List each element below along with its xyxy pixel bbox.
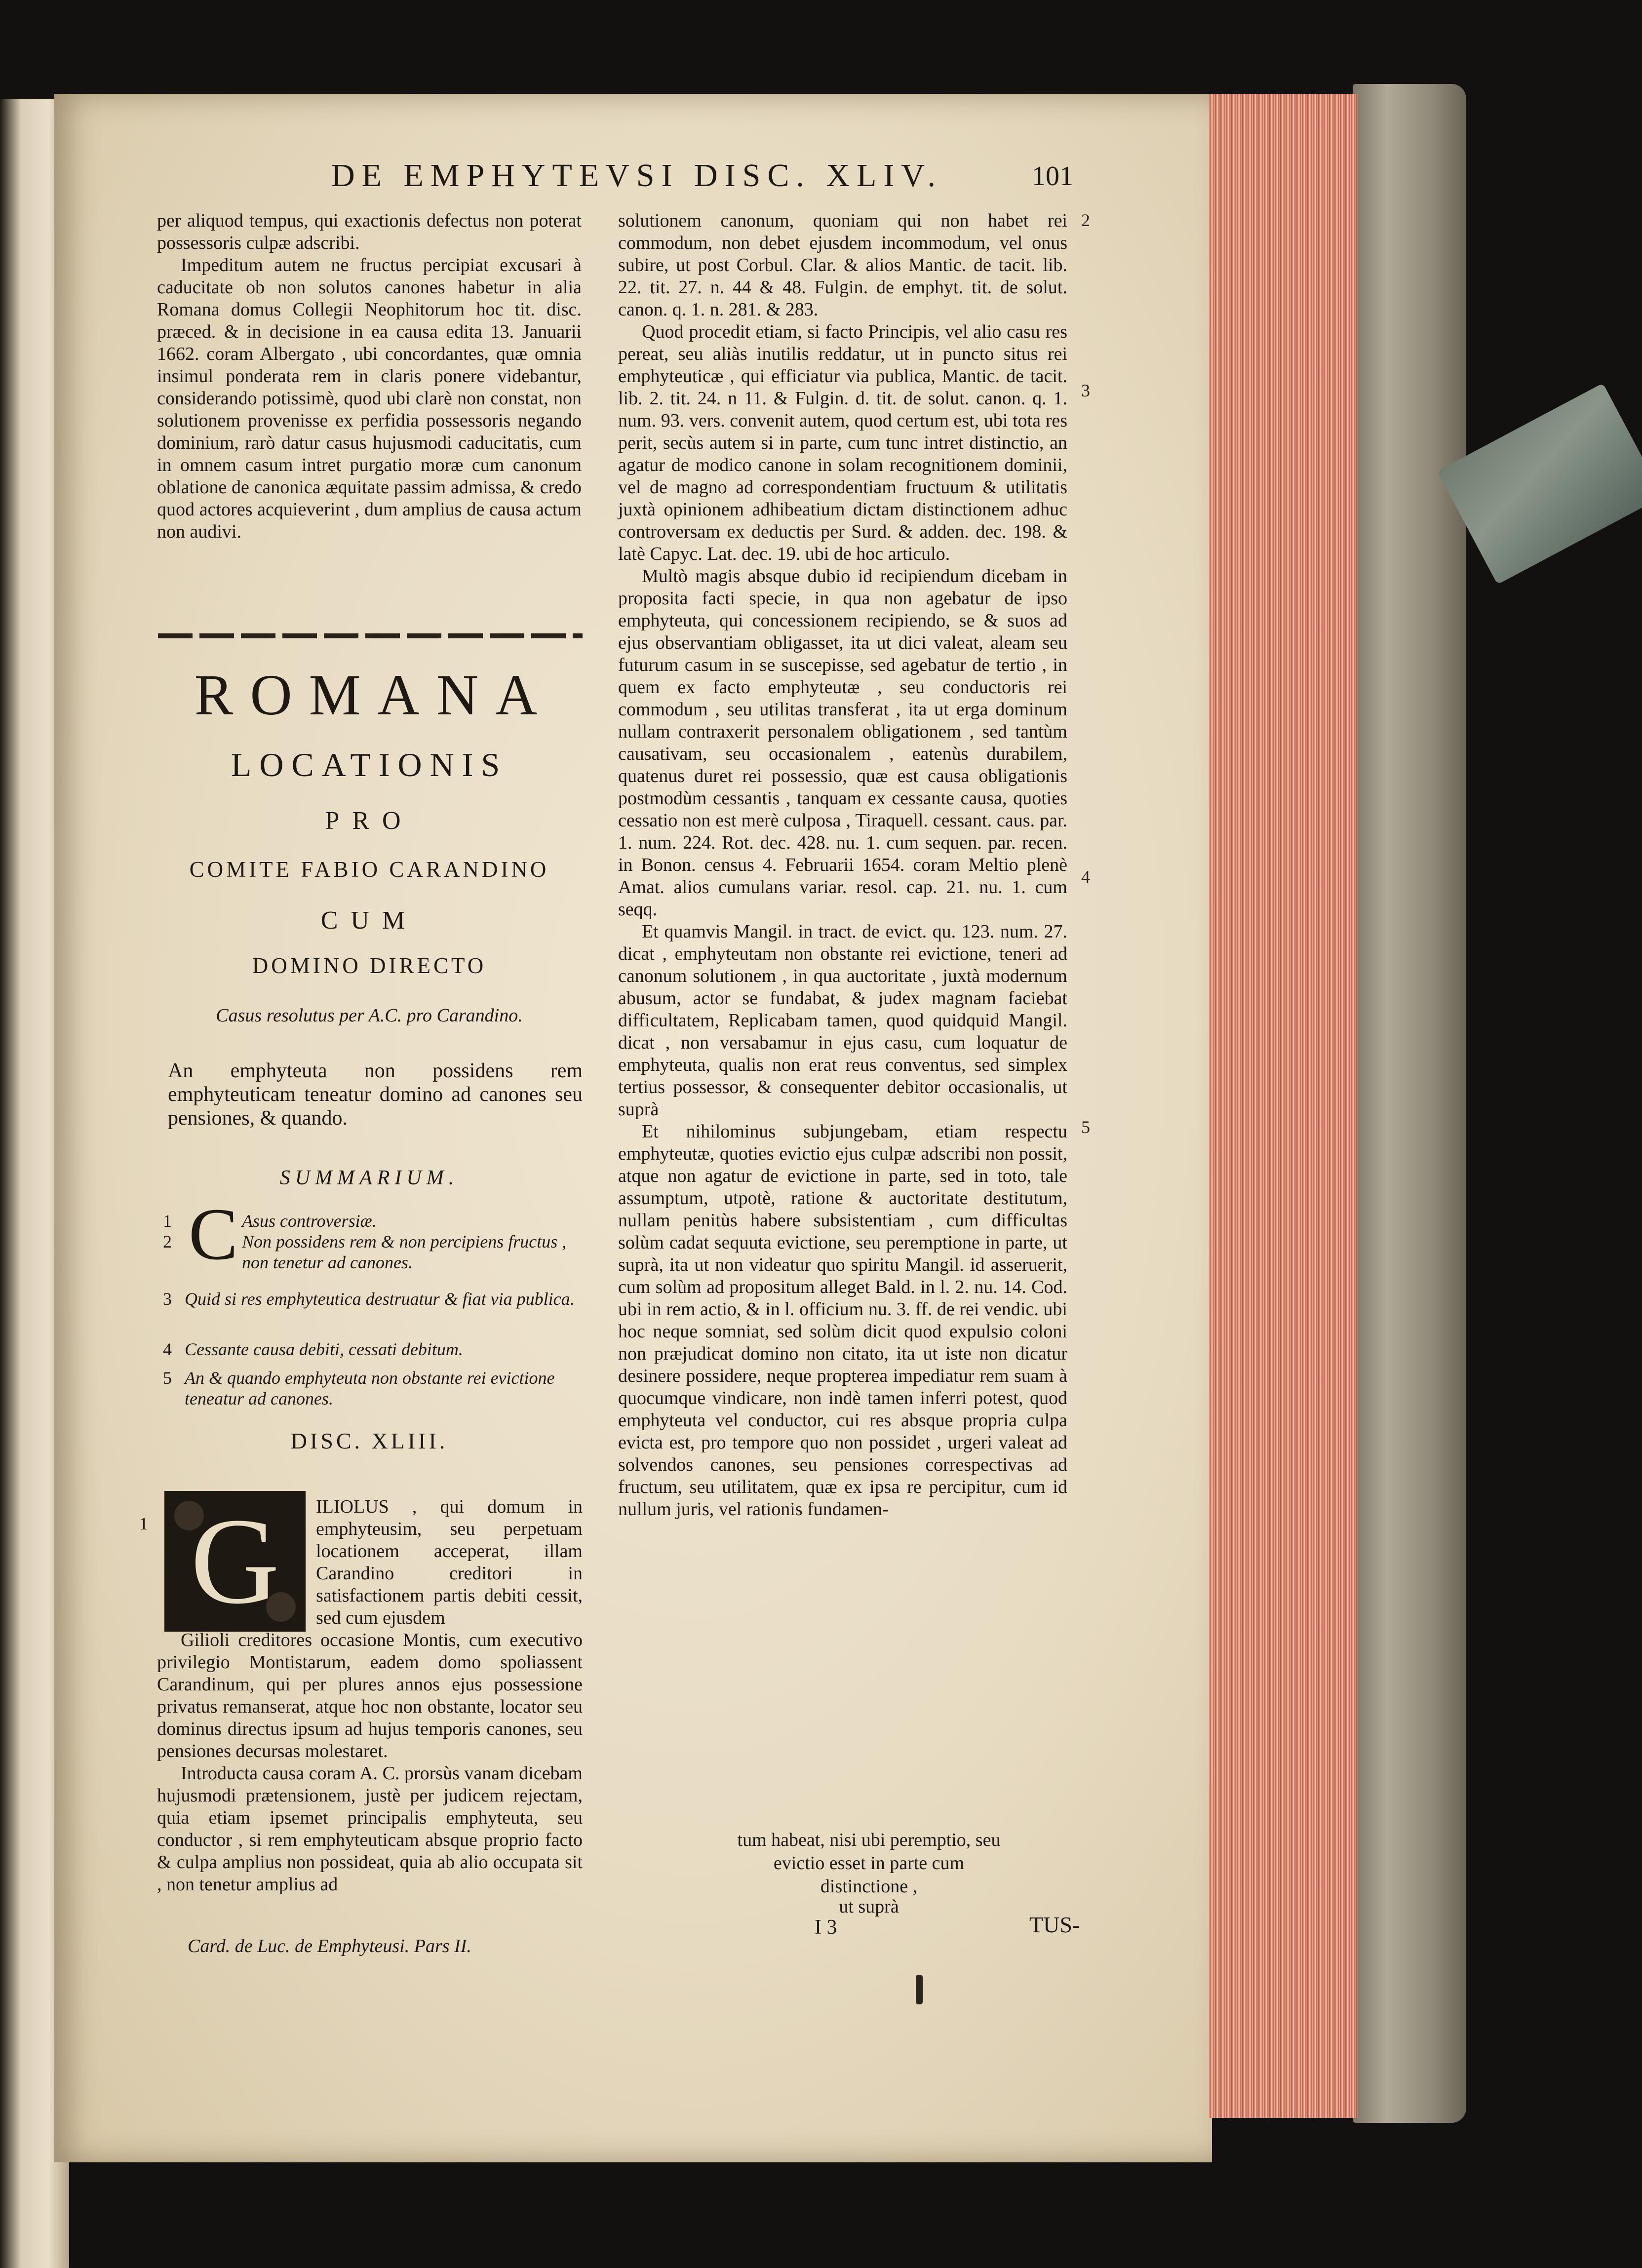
closing-line: evictio esset in parte cum: [773, 1853, 965, 1874]
margin-number: 2: [1081, 210, 1090, 230]
summary-number: 3: [163, 1289, 172, 1309]
left-paragraph-1: per aliquod tempus, qui exactionis defectus non poterat possessoris culpæ adscribi.: [157, 210, 582, 253]
title-pro: PRO: [325, 807, 414, 835]
disc-opening: ILIOLUS , qui domum in emphyteusim, seu perpetuam locationem acceperat, illam Carandino creditori in satisfactionem partis debiti cessit, sed cum ejusdem: [316, 1496, 583, 1628]
decorated-initial: [164, 1491, 306, 1632]
summary-number: 1: [163, 1211, 172, 1231]
summary-text: An & quando emphyteuta non obstante rei evictione teneatur ad canones.: [185, 1368, 555, 1408]
margin-number: 5: [1081, 1117, 1090, 1137]
running-title: DE EMPHYTEVSI DISC. XLIV.: [331, 157, 942, 194]
disc-heading: DISC. XLIII.: [290, 1428, 448, 1453]
question: An emphyteuta non possidens rem emphyteuticam teneatur domino ad canones seu pensiones, & quando.: [168, 1059, 583, 1130]
right-paragraph-2: Quod procedit etiam, si facto Principis, vel alio casu res pereat, seu aliàs inutilis reddatur, ut in puncto situs rei emphyteuticæ , qui efficiatur via publica, Mantic. de tacit. lib. 2. tit. 24. n 11. & Fulgin. d. tit. de solut. canon. q. 1. num. 93. vers. convenit autem, quod certum est, ubi tota res perit, secùs autem si in parte, cum tunc intret distinctio, an agatur de modico canone in solam recognitionem dominii, vel de magno ad correspondentiam fructuum & utilitatis juxtà opinionem adhibeatium dictam distinctionem adhuc controversam ex deductis per Surd. & adden. dec. 198. & latè Capyc. Lat. dec. 19. ubi de hoc articulo.: [618, 321, 1067, 564]
title-comite: COMITE FABIO CARANDINO: [189, 857, 549, 882]
left-paragraph-2: Impeditum autem ne fructus percipiat excusari à caducitate ob non solutos canones habetur in alia Romana domus Collegii Neophitorum hoc tit. disc. præced. & in decisione in ea causa edita 13. Januarii 1662. coram Albergato , ubi concordantes, quæ omnia insimul ponderata rem in claris ponere videbantur, considerando potissimè, quod ubi clarè non constat, non solutionem provenisse ex perfidia possessoris negando dominium, rarò datur casus hujusmodi caducitatis, cum in omnem casum intret purgatio moræ cum canonum oblatione de canonica æquitate passim admissa, & credo quod actores acquieverint , dum amplius de causa actum non audivi.: [157, 255, 582, 542]
closing-line: distinctione ,: [820, 1876, 918, 1897]
catchword: TUS-: [1029, 1912, 1080, 1937]
title-romana: ROMANA: [194, 663, 554, 727]
signature-line: Card. de Luc. de Emphyteusi. Pars II.: [188, 1936, 471, 1956]
disc-continuation: Gilioli creditores occasione Montis, cum executivo privilegio Montistarum, eadem domo spoliassent Carandinum, qui per plures annos ejus possessione privatus remanserat, atque hoc non obstante, locator seu dominus directus ipsum ad hujus temporis canones, seu pensiones decursas molestaret.: [157, 1630, 583, 1761]
disc-paragraph-2: Introducta causa coram A. C. prorsùs vanam dicebam hujusmodi prætensionem, justè per judicem rejectam, quia etiam ipsemet principalis emphyteuta, seu conductor , si rem emphyteuticam absque proprio facto & culpa amplius non possideat, quia ab alio occupata sit , non tenetur amplius ad: [157, 1763, 583, 1895]
closing-line: ut suprà: [839, 1896, 899, 1917]
summary-text: Cessante causa debiti, cessati debitum.: [185, 1339, 463, 1359]
summarium-heading: SUMMARIUM.: [279, 1167, 459, 1189]
summarium-initial: C: [189, 1193, 238, 1275]
initial-letter: G: [190, 1493, 280, 1630]
summary-text: Quid si res emphyteutica destruatur & fiat via publica.: [185, 1289, 575, 1309]
disc-body: [157, 1629, 583, 1896]
right-paragraph-4: Et quamvis Mangil. in tract. de evict. qu. 123. num. 27. dicat , emphyteutam non obstante rei evictione, teneri ad canonum solutionem , in qua auctoritate , juxtà modernum abusum, actor se fundabat, & judex magnam faciebat difficultatem, Replicabam tamen, quod quidquid Mangil. dicat , non versabamur in ejus casu, cum loquatur de emphyteuta, qualis non erat reus conventus, sed simplex tertius possessor, & consequenter debitor occasionalis, ut suprà: [618, 921, 1067, 1120]
summary-number: 5: [163, 1368, 172, 1388]
folio-number: 101: [1032, 161, 1073, 192]
summary-number: 2: [163, 1232, 172, 1251]
section-separator: [158, 633, 583, 638]
right-paragraph-1: solutionem canonum, quoniam qui non habet rei commodum, non debet ejusdem incommodum, vel onus subire, ut post Corbul. Clar. & alios Mantic. de tacit. lib. 22. tit. 27. n. 44 & 48. Fulgin. de emphyt. tit. de solut. canon. q. 1. n. 281. & 283.: [618, 210, 1067, 320]
title-locationis: LOCATIONIS: [231, 746, 508, 783]
right-paragraph-3: Multò magis absque dubio id recipiendum dicebam in proposita facti specie, in qua non agebatur de ipso emphyteuta, qui concessionem recipiendo, se & suos ad ejus observantiam obligasset, ita ut dici valeat, aleam seu futurum casum in se suscepisse, sed agebatur de tertio , in quem ex facto emphyteutæ , seu conductoris rei commodum , seu utilitas transferat , ita ut erga dominum nullam contraxerit personalem obligationem , sed tantùm causativam, seu occasionalem , eatenùs durabilem, quatenus duret rei possessio, quæ est causa obligationis postmodùm cessantis , tanquam ex cessante causa, quoties cessatio non est merè culposa , Tiraquell. cessant. caus. par. 1. num. 224. Rot. dec. 428. nu. 1. cum sequen. par. recen. in Bonon. census 4. Februarii 1654. coram Meltio plenè Amat. alios cumulans variar. resol. cap. 21. nu. 1. cum seqq.: [618, 566, 1067, 920]
right-column: [618, 210, 1067, 1521]
margin-number: 3: [1081, 381, 1090, 400]
sheet-signature: I 3: [815, 1916, 837, 1939]
margin-number: 1: [139, 1514, 148, 1533]
margin-number: 4: [1081, 867, 1090, 887]
summary-text: Asus controversiæ.: [242, 1211, 377, 1231]
title-domino: DOMINO DIRECTO: [252, 953, 487, 978]
right-paragraph-5: Et nihilominus subjungebam, etiam respectu emphyteutæ, quoties evictio ejus culpæ adscribi non possit, atque non agatur de evictione in parte, sed in toto, tale assumptum, utpotè, ratione & auctoritate destitutum, nullam penitùs habere subsistentiam , cum difficultas solùm cadat sequuta evictione, seu peremptione in parte, ut suprà, ita ut non videatur quo spiritu Mangil. id asseruerit, cum solùm ad propositum alleget Bald. in l. 2. nu. 14. Cod. ubi in rem actio, & in l. officium nu. 3. ff. de rei vendic. ubi hoc neque somniat, sed solùm dicit quod expulsio coloni non præjudicat domino non citato, ita ut iste non dicatur desinere possidere, neque propterea impediatur rem suam à quocumque vindicare, non indè tamen inferri potest, quod emphyteuta vel conductor, cui res absque propria culpa evicta est, pro tempore quo non possidet , urgeri valeat ad solvendos canones, seu pensiones correspectivas ad fructum, seu utilitatem, quæ ex ipsa re percipitur, cum id nullum juris, vel rationis fundamen-: [618, 1121, 1067, 1520]
casus-line: Casus resolutus per A.C. pro Carandino.: [216, 1005, 523, 1026]
left-column-top: [157, 210, 582, 543]
closing-line: tum habeat, nisi ubi peremptio, seu: [737, 1830, 1001, 1850]
summary-number: 4: [163, 1339, 172, 1359]
title-cum: CUM: [320, 906, 418, 935]
summary-text: Non possidens rem & non percipiens fructus , non tenetur ad canones.: [242, 1232, 567, 1272]
